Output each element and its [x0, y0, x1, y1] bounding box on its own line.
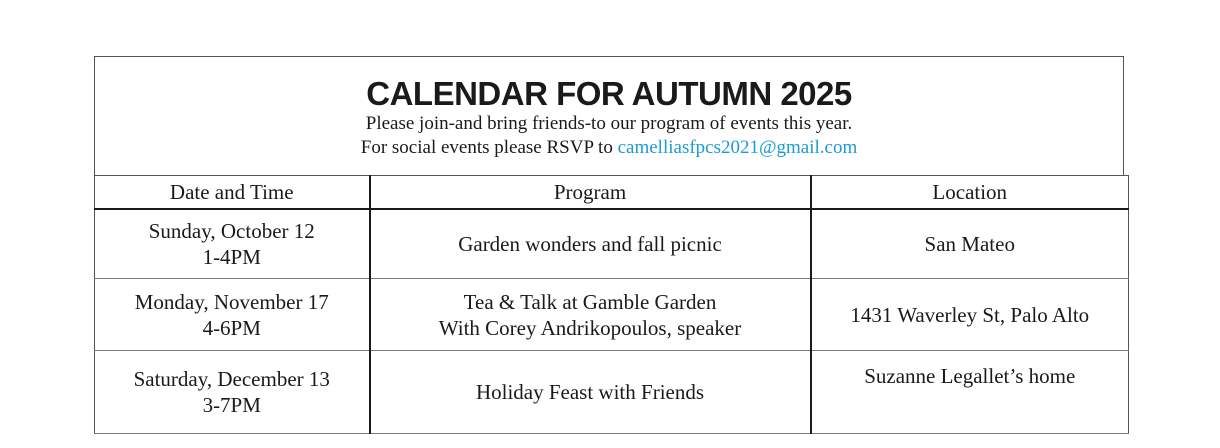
rsvp-text — [95, 137, 1123, 159]
event-date: Saturday, December 13 — [133, 367, 330, 391]
column-header-program: Program — [370, 176, 811, 210]
table-row — [95, 209, 1129, 279]
event-location: 1431 Waverley St, Palo Alto — [811, 279, 1129, 351]
event-program-cell — [370, 351, 811, 434]
table-row — [95, 279, 1129, 351]
event-program: Tea & Talk at Gamble Garden — [463, 289, 717, 314]
table-row — [95, 351, 1129, 434]
rsvp-email-link[interactable]: camelliasfpcs2021@gmail.com — [617, 137, 858, 158]
event-date-cell — [95, 209, 370, 279]
event-program-cell — [370, 279, 811, 351]
calendar — [94, 56, 1128, 421]
column-header-date: Date and Time — [95, 176, 370, 210]
event-program-cell — [370, 209, 811, 279]
event-program: Holiday Feast with Friends — [475, 380, 705, 404]
event-date: Monday, November 17 — [134, 289, 329, 314]
event-location: San Mateo — [811, 209, 1129, 279]
event-program: Garden wonders and fall picnic — [458, 232, 722, 256]
event-location: Suzanne Legallet’s home — [811, 351, 1129, 434]
event-date: Sunday, October 12 — [148, 219, 315, 243]
event-time: 4-6PM — [202, 315, 261, 340]
event-date-cell — [95, 351, 370, 434]
event-time: 3-7PM — [202, 393, 261, 417]
event-date-cell — [95, 279, 370, 351]
events-table — [94, 175, 1129, 434]
rsvp-prefix: For social events please RSVP to — [360, 137, 613, 158]
calendar-header — [94, 56, 1124, 175]
invitation-text: Please join-and bring friends-to our program of events this year. — [365, 113, 853, 134]
calendar-title: CALENDAR FOR AUTUMN 2025 — [366, 75, 852, 112]
table-header-row — [95, 176, 1129, 210]
event-speaker: With Corey Andrikopoulos, speaker — [438, 315, 742, 340]
column-header-location: Location — [811, 176, 1129, 210]
event-time: 1-4PM — [202, 245, 261, 269]
